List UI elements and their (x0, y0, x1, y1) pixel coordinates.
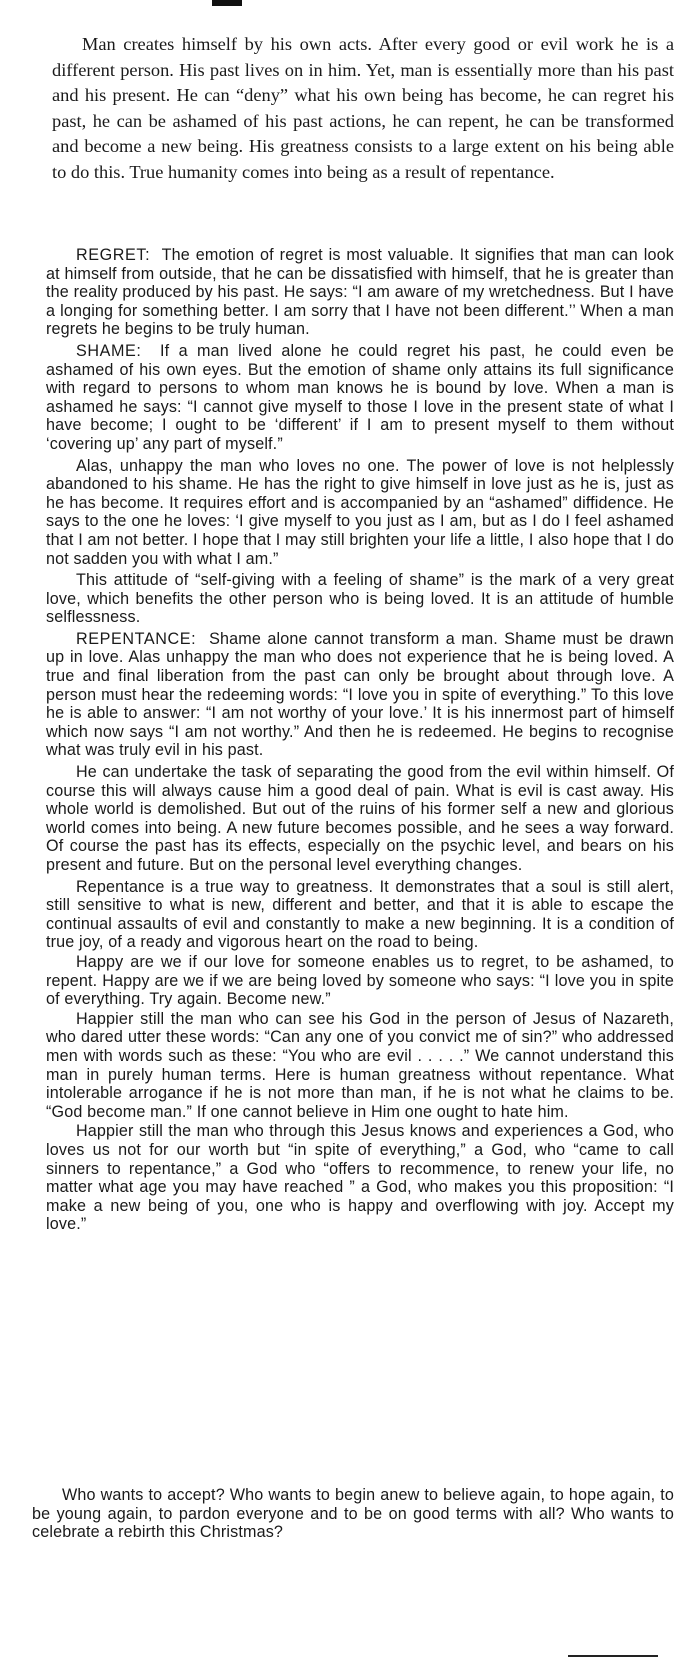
body-paragraph: Repentance is a true way to greatness. It demonstrates that a soul is still alert, still sensitive to what is new, different and better, and that it is able to escape the continual assaults of evil and constantly to make a new beginning. It is a condition of true joy, of a ready and vigorous heart on the road to being. (46, 877, 674, 952)
repentance-heading: REPENTANCE: (76, 629, 197, 648)
regret-heading: REGRET: (76, 246, 151, 264)
body-paragraph: Happy are we if our love for someone enables us to regret, to be ashamed, to repent. Happy are we if we are being loved by someone who says: “I love you in spite of everything. Try again. Become new.” (46, 952, 674, 1009)
closing-paragraph: Who wants to accept? Who wants to begin anew to believe again, to hope again, to be young again, to pardon everyone and to be on good terms with all? Who wants to celebrate a rebirth this Christmas? (32, 1486, 674, 1542)
repentance-paragraph (46, 630, 674, 760)
shame-text: If a man lived alone he could regret his past, he could even be ashamed of his own eyes. But the emotion of shame only attains its full significance with regard to persons to whom man knows he is bound by love. When a man is ashamed he says: “I cannot give myself to those I love in the present state of what I have become; I ought to be ‘different’ if I am to present myself to them without ‘covering up’ any part of myself.” (46, 341, 674, 453)
repentance-text: Shame alone cannot transform a man. Shame must be drawn up in love. Alas unhappy the man who does not experience that he is being loved. A true and final liberation from the past can only be brought about through love. A person must hear the redeeming words: “I love you in spite of everything.” To this love he is able to answer: “I am not worthy of your love.’ It is his innermost part of himself which now says “I am not worthy.” And then he is redeemed. He begins to recognise what was truly evil in his past. (46, 629, 674, 760)
lead-paragraph: Man creates himself by his own acts. After every good or evil work he is a different person. His past lives on in him. Yet, man is essentially more than his past and his present. He can “deny” what his own being has become, he can regret his past, he can be ashamed of his past actions, he can repent, he can be transformed and become a new being. His greatness consists to a large extent on his being able to do this. True humanity comes into being as a result of repentance. (52, 34, 674, 182)
body-paragraph: Alas, unhappy the man who loves no one. The power of love is not helplessly abandoned to his shame. He has the right to give himself in love just as he is, just as he has become. It requires effort and is accompanied by an “ashamed” diffidence. He says to the one he loves: ‘I give myself to you just as I am, but as I do I feel ashamed that I am not better. I hope that I may still brighten your life a little, I also hope that I do not sadden you with what I am.” (46, 456, 674, 568)
body-paragraph: Happier still the man who through this Jesus knows and experiences a God, who loves us not for our worth but “in spite of everything,” a God, who “came to call sinners to repentance,” a God who “offers to recommence, to renew your life, no matter what age you may have reached ” a God, who makes you this proposition: “I make a new being of you, one who is happy and overflowing with joy. Accept my love.” (46, 1122, 674, 1234)
body-paragraph: This attitude of “self-giving with a feeling of shame” is the mark of a very great love, which benefits the other person who is being loved. It is an attitude of humble selflessness. (46, 571, 674, 627)
bottom-rule (568, 1655, 658, 1657)
article-body (46, 246, 674, 1235)
shame-heading: SHAME: (76, 341, 142, 360)
body-paragraph: Happier still the man who can see his God in the person of Jesus of Nazareth, who dared utter these words: “Can any one of you convict me of sin?” who addressed men with words such as these: “You who are evil . . . . .” We cannot understand this man in purely human terms. Here is human greatness without repentance. What intolerable arrogance if he is not more than man, if he is not what he claims to be. “God become man.” If one cannot believe in Him one ought to hate him. (46, 1009, 674, 1121)
top-edge-mark (212, 0, 242, 6)
shame-paragraph (46, 342, 674, 454)
regret-text: The emotion of regret is most valuable. It signifies that man can look at himself from outside, that he can be dissatisfied with himself, that he is greater than the reality produced by his past. He says: “I am aware of my wretchedness. But I have a longing for something better. I am sorry that I have not been different.’’ When a man regrets he begins to be truly human. (46, 246, 674, 339)
regret-paragraph (46, 246, 674, 339)
body-paragraph: He can undertake the task of separating the good from the evil within himself. Of course this will always cause him a good deal of pain. What is evil is cast away. His whole world is demolished. But out of the ruins of his former self a new and glorious world comes into being. A new future becomes possible, and he sees a way forward. Of course the past has its effects, especially on the psychic level, and bears on his present and future. But on the personal level everything changes. (46, 763, 674, 874)
